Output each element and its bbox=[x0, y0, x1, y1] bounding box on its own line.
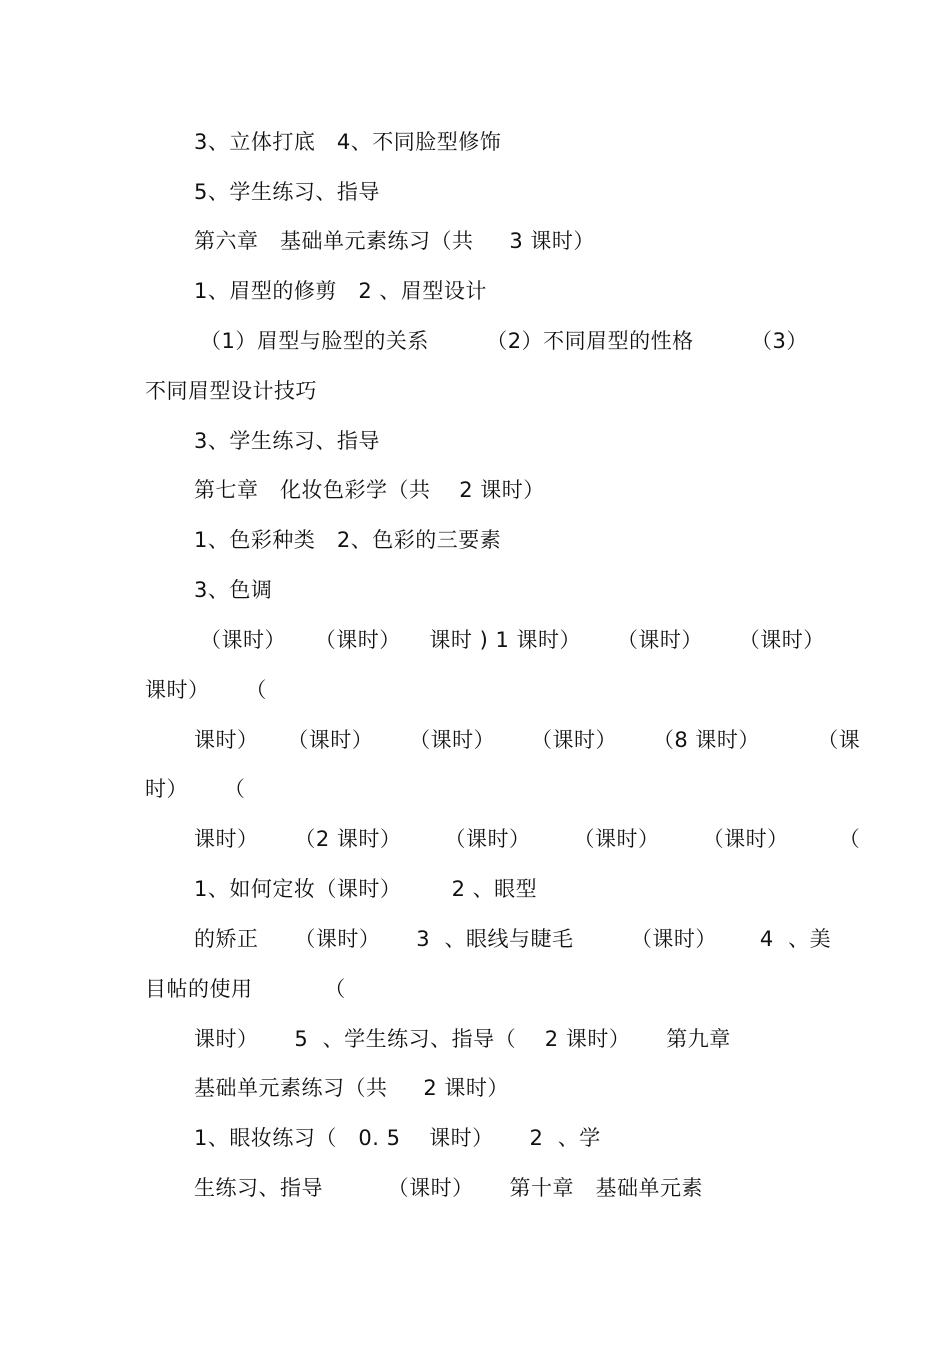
text-line: （1）眉型与脸型的关系 （2）不同眉型的性格 （3） bbox=[200, 329, 808, 353]
chapter-heading: 第六章 基础单元素练习（共 3 课时） bbox=[194, 229, 595, 253]
text-line: 3、色调 bbox=[194, 578, 273, 602]
text-line: 1、色彩种类 2、色彩的三要素 bbox=[194, 528, 502, 552]
text-line: 3、立体打底 4、不同脸型修饰 bbox=[194, 130, 502, 154]
text-line: 目帖的使用 （ bbox=[145, 977, 346, 1001]
text-line: 5、学生练习、指导 bbox=[194, 180, 380, 204]
text-line: （课时） （课时） 课时 ) 1 课时） （课时） （课时） bbox=[200, 628, 825, 652]
text-line: 1、眼妆练习（ 0. 5 课时） 2 、学 bbox=[194, 1126, 601, 1150]
text-line: 课时） 5 、学生练习、指导（ 2 课时） 第九章 bbox=[194, 1027, 731, 1051]
text-line: 1、眉型的修剪 2 、眉型设计 bbox=[194, 279, 487, 303]
text-line: 课时） （2 课时） （课时） （课时） （课时） （ bbox=[194, 827, 861, 851]
chapter-heading: 第七章 化妆色彩学（共 2 课时） bbox=[194, 478, 545, 502]
text-line: 的矫正 （课时） 3 、眼线与睫毛 （课时） 4 、美 bbox=[194, 927, 832, 951]
text-line: 基础单元素练习（共 2 课时） bbox=[194, 1076, 509, 1100]
text-line: 时） （ bbox=[145, 777, 246, 801]
text-line: 课时） （ bbox=[145, 678, 267, 702]
text-line: 1、如何定妆（课时） 2 、眼型 bbox=[194, 877, 538, 901]
text-line: 课时） （课时） （课时） （课时） （8 课时） （课 bbox=[194, 728, 861, 752]
text-line: 3、学生练习、指导 bbox=[194, 429, 380, 453]
text-line: 不同眉型设计技巧 bbox=[145, 379, 317, 403]
text-line: 生练习、指导 （课时） 第十章 基础单元素 bbox=[194, 1176, 703, 1200]
